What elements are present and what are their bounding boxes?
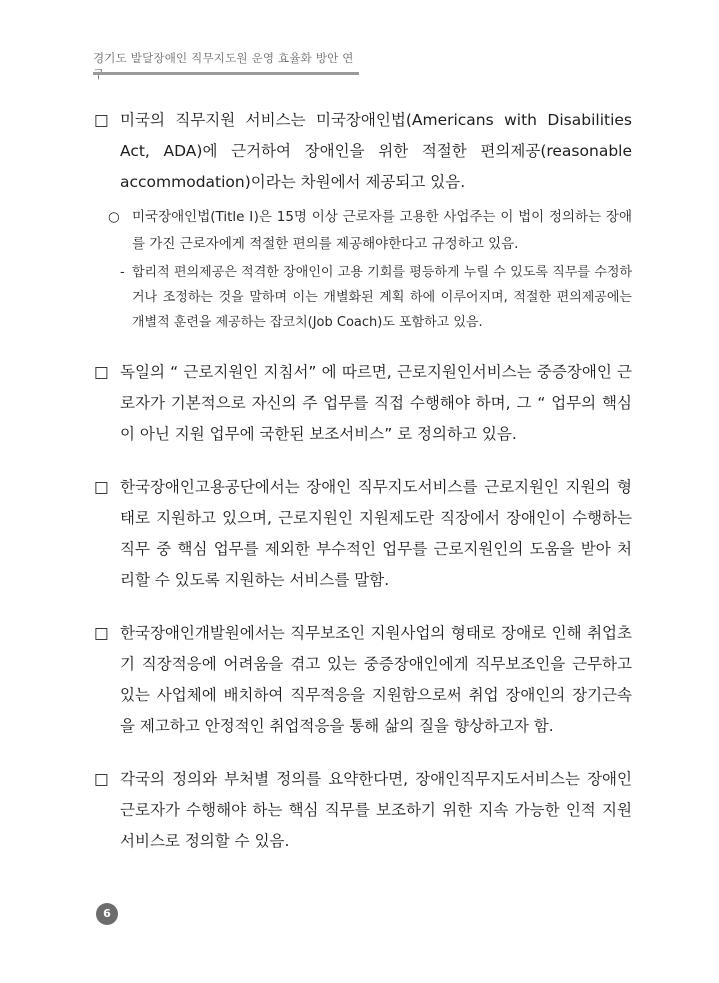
paragraph-text: 각국의 정의와 부처별 정의를 요약한다면, 장애인직무지도서비스는 장애인 근로자가 수행해야 하는 핵심 직무를 보조하기 위한 지속 가능한 인적 지원서비스로 정의할 수 있음. xyxy=(120,770,632,850)
square-bullet-icon: □ xyxy=(94,624,109,642)
section-summary-paragraph xyxy=(92,764,632,857)
page-number-badge: 6 xyxy=(96,903,118,925)
section-us-subpoint xyxy=(92,204,632,258)
square-bullet-icon: □ xyxy=(94,111,109,129)
section-kodds-paragraph xyxy=(92,618,632,742)
section-us-paragraph xyxy=(92,105,632,198)
paragraph-text: 독일의 “ 근로지원인 지침서” 에 따르면, 근로지원인서비스는 중증장애인 근로자가 기본적으로 자신의 주 업무를 직접 수행해야 하며, 그 “ 업무의 핵심이 아닌 지원 업무에 국한된 보조서비스” 로 정의하고 있음. xyxy=(120,363,632,443)
square-bullet-icon: □ xyxy=(94,363,109,381)
square-bullet-icon: □ xyxy=(94,478,109,496)
dash-bullet-icon: - xyxy=(120,265,125,280)
circle-bullet-icon: ○ xyxy=(108,209,120,225)
section-us-detail xyxy=(92,260,632,335)
document-body xyxy=(92,105,632,857)
section-kead-paragraph xyxy=(92,472,632,596)
paragraph-text: 미국의 직무지원 서비스는 미국장애인법(Americans with Disabilities Act, ADA)에 근거하여 장애인을 위한 적절한 편의제공(reasonable accommodation)이라는 차원에서 제공되고 있음. xyxy=(120,111,632,191)
detail-text: 합리적 편의제공은 적격한 장애인이 고용 기회를 평등하게 누릴 수 있도록 직무를 수정하거나 조정하는 것을 말하며 이는 개별화된 계획 하에 이루어지며, 적절한 편의제공에는 개별적 훈련을 제공하는 잡코치(Job Coach)도 포함하고 있음. xyxy=(132,265,632,330)
subpoint-text: 미국장애인법(Title Ⅰ)은 15명 이상 근로자를 고용한 사업주는 이 법이 정의하는 장애를 가진 근로자에게 적절한 편의를 제공해야한다고 규정하고 있음. xyxy=(132,209,632,252)
header-rule xyxy=(93,72,359,75)
square-bullet-icon: □ xyxy=(94,770,109,788)
section-germany-paragraph xyxy=(92,357,632,450)
paragraph-text: 한국장애인개발원에서는 직무보조인 지원사업의 형태로 장애로 인해 취업초기 직장적응에 어려움을 겪고 있는 중증장애인에게 직무보조인을 근무하고 있는 사업체에 배치하여 직무적응을 지원함으로써 취업 장애인의 장기근속을 제고하고 안정적인 취업적응을 통해 삶의 질을 향상하고자 함. xyxy=(120,624,632,735)
paragraph-text: 한국장애인고용공단에서는 장애인 직무지도서비스를 근로지원인 지원의 형태로 지원하고 있으며, 근로지원인 지원제도란 직장에서 장애인이 수행하는 직무 중 핵심 업무를 제외한 부수적인 업무를 근로지원인의 도움을 받아 처리할 수 있도록 지원하는 서비스를 말함. xyxy=(120,478,632,589)
running-header: 경기도 발달장애인 직무지도원 운영 효율화 방안 연 xyxy=(93,51,354,65)
